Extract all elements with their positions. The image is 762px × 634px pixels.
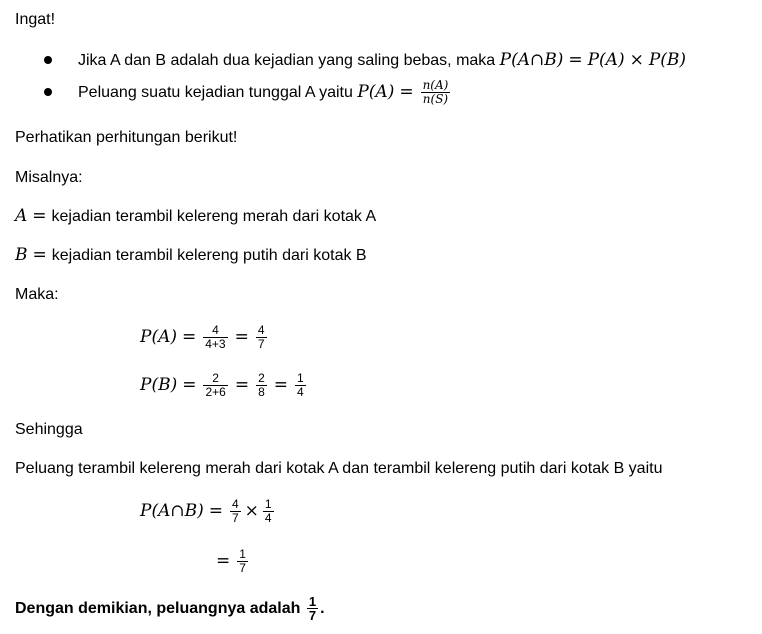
equation-pab bbox=[140, 494, 276, 529]
equals-sign: = bbox=[234, 375, 250, 395]
fraction-1-over-7-answer bbox=[307, 595, 318, 622]
conclusion-text: Dengan demikian, peluangnya adalah bbox=[15, 600, 301, 617]
equals-sign: = bbox=[32, 245, 47, 265]
denominator: 4+3 bbox=[205, 337, 226, 352]
maka-text: Maka: bbox=[15, 286, 59, 303]
fraction-1-over-4 bbox=[295, 372, 306, 399]
equation-pa bbox=[140, 320, 269, 355]
fraction-2-over-2plus6 bbox=[203, 372, 227, 399]
times-sign: × bbox=[244, 501, 259, 521]
equation-pab-result bbox=[211, 544, 250, 579]
equals-sign: = bbox=[399, 82, 414, 102]
numerator: n(A) bbox=[422, 78, 449, 93]
denominator: 2+6 bbox=[205, 385, 226, 400]
denominator: 8 bbox=[258, 385, 265, 400]
bullet-dot-2 bbox=[44, 88, 52, 96]
pa-lhs: P(A) bbox=[140, 327, 177, 347]
numerator: 2 bbox=[258, 371, 265, 386]
denominator: 7 bbox=[308, 608, 317, 624]
fraction-1-over-4 bbox=[263, 498, 274, 525]
numerator: 2 bbox=[212, 371, 219, 386]
definition-b-text: kejadian terambil kelereng putih dari kotak B bbox=[51, 247, 367, 264]
formula-single-lhs: P(A) bbox=[357, 82, 395, 102]
times-sign: × bbox=[629, 50, 644, 70]
formula-pb: P(B) bbox=[648, 50, 687, 70]
denominator: 7 bbox=[257, 337, 265, 352]
bullet-2-text: Peluang suatu kejadian tunggal A yaitu bbox=[78, 84, 353, 101]
fraction-4-over-7 bbox=[256, 324, 267, 351]
symbol-b: B bbox=[15, 245, 28, 265]
misalnya-text: Misalnya: bbox=[15, 169, 83, 186]
symbol-a: A bbox=[15, 206, 28, 226]
equals-sign: = bbox=[208, 501, 223, 521]
denominator: 4 bbox=[264, 511, 272, 526]
equals-sign: = bbox=[568, 50, 583, 70]
bullet-1-text: Jika A dan B adalah dua kejadian yang saling bebas, maka bbox=[78, 52, 496, 69]
fraction-4-over-4plus3 bbox=[203, 324, 227, 351]
definition-a bbox=[15, 206, 376, 227]
fraction-2-over-8 bbox=[256, 372, 267, 399]
bullet-1 bbox=[78, 50, 686, 71]
fraction-1-over-7 bbox=[237, 548, 248, 575]
numerator: 4 bbox=[231, 497, 239, 512]
equals-sign: = bbox=[181, 327, 197, 347]
denominator: n(S) bbox=[421, 92, 451, 106]
equals-sign: = bbox=[182, 375, 197, 395]
intro-text: Perhatikan perhitungan berikut! bbox=[15, 129, 238, 146]
bullet-dot-1 bbox=[44, 56, 52, 64]
denominator: 7 bbox=[239, 561, 246, 576]
equals-sign: = bbox=[216, 551, 231, 571]
formula-pa: P(A) bbox=[587, 50, 625, 70]
definition-a-text: kejadian terambil kelereng merah dari kotak A bbox=[51, 208, 377, 225]
statement-text: Peluang terambil kelereng merah dari kotak A dan terambil kelereng putih dari kotak B yaitu bbox=[15, 460, 663, 477]
equation-pb bbox=[140, 368, 308, 403]
formula-independent-lhs: P(A∩B) bbox=[499, 50, 564, 70]
numerator: 4 bbox=[212, 323, 219, 338]
denominator: 4 bbox=[297, 385, 304, 400]
pb-lhs: P(B) bbox=[140, 375, 178, 395]
numerator: 1 bbox=[239, 547, 246, 562]
equals-sign: = bbox=[32, 206, 47, 226]
numerator: 1 bbox=[297, 371, 304, 386]
numerator: 1 bbox=[308, 594, 317, 610]
numerator: 4 bbox=[257, 323, 265, 338]
pab-lhs: P(A∩B) bbox=[140, 501, 204, 521]
sehingga-text: Sehingga bbox=[15, 421, 83, 438]
fraction-nA-nS bbox=[421, 79, 451, 106]
fraction-4-over-7 bbox=[230, 498, 241, 525]
conclusion bbox=[15, 592, 325, 626]
equals-sign: = bbox=[234, 327, 249, 347]
bullet-2 bbox=[78, 74, 452, 111]
heading: Ingat! bbox=[15, 11, 56, 28]
equals-sign: = bbox=[273, 375, 288, 395]
numerator: 1 bbox=[264, 497, 272, 512]
definition-b bbox=[15, 245, 367, 266]
conclusion-period: . bbox=[320, 600, 325, 617]
denominator: 7 bbox=[231, 511, 239, 526]
